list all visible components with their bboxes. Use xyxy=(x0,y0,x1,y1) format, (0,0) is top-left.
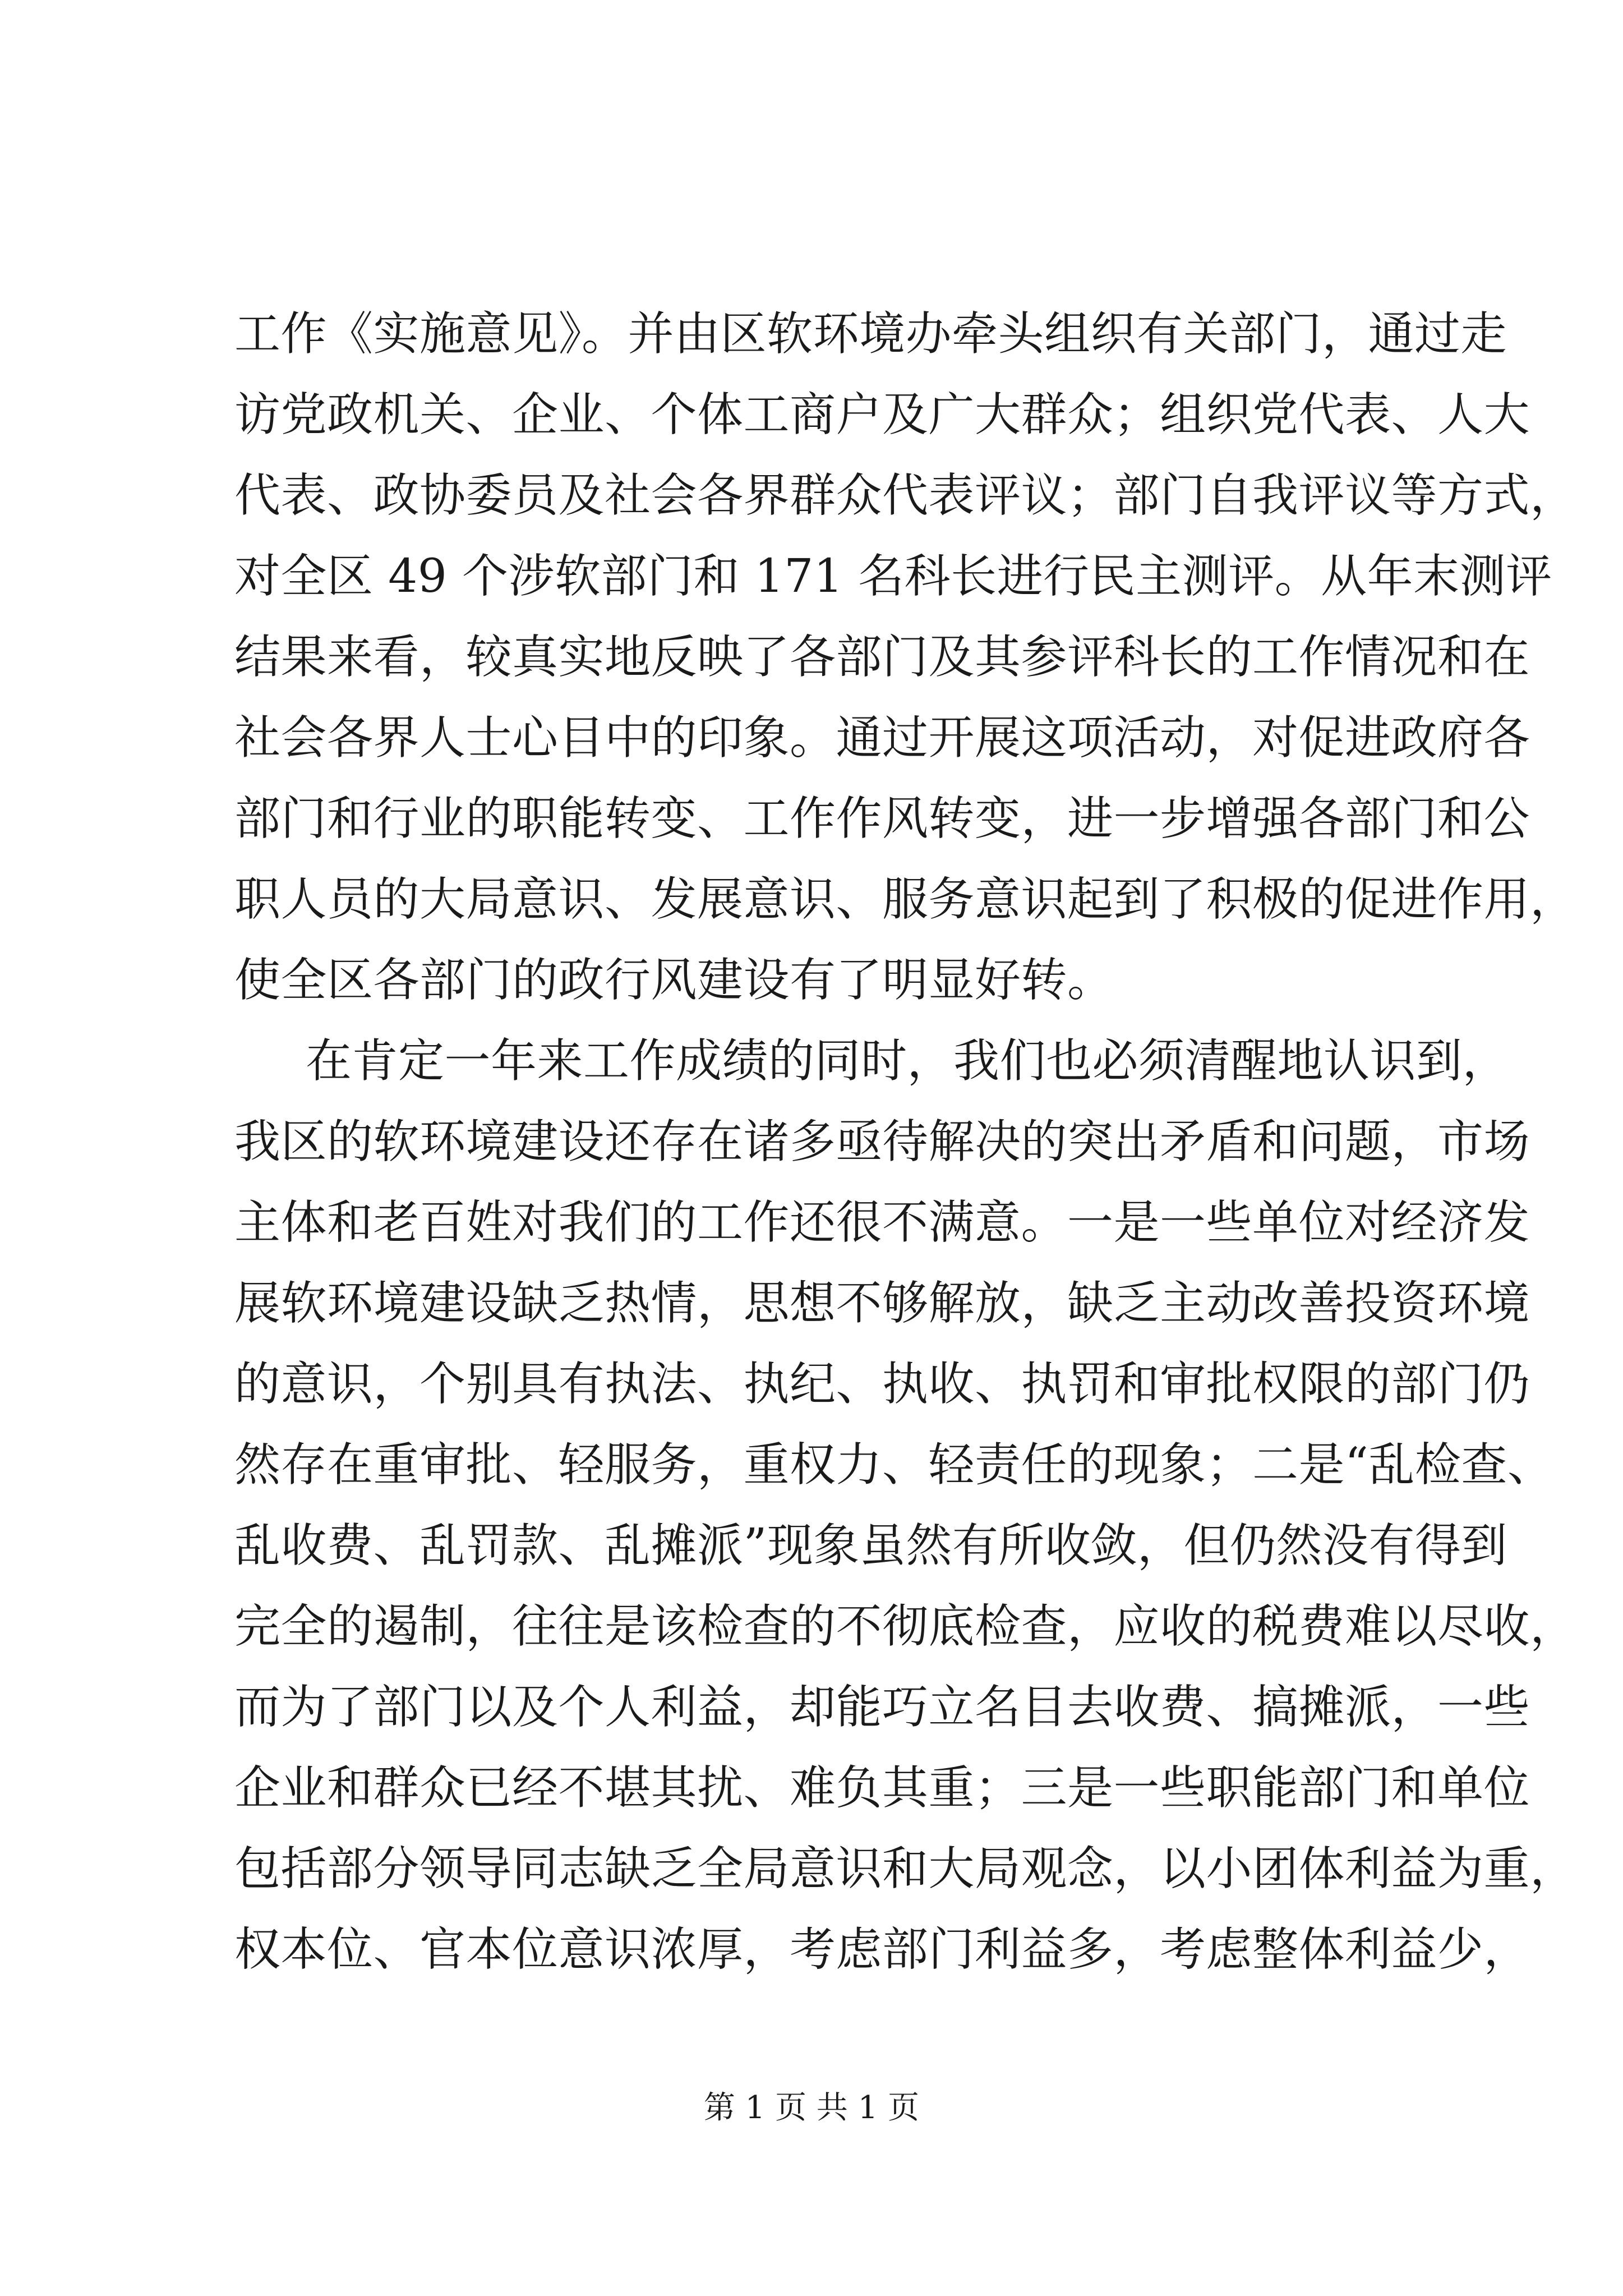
paragraph-1-line-9: 使全区各部门的政行风建设有了明显好转。 xyxy=(234,954,1114,1007)
paragraph-1-line-7: 部门和行业的职能转变、工作作风转变，进一步增强各部门和公 xyxy=(234,792,1530,845)
paragraph-1-line-2: 访党政机关、企业、个体工商户及广大群众；组织党代表、人大 xyxy=(234,388,1530,441)
paragraph-2-line-7: 乱收费、乱罚款、乱摊派”现象虽然有所收敛，但仍然没有得到 xyxy=(234,1519,1507,1572)
paragraph-2-line-4: 展软环境建设缺乏热情，思想不够解放，缺乏主动改善投资环境 xyxy=(234,1277,1530,1330)
paragraph-1-line-6: 社会各界人士心目中的印象。通过开展这项活动，对促进政府各 xyxy=(234,711,1530,765)
paragraph-2-line-10: 企业和群众已经不堪其扰、难负其重；三是一些职能部门和单位 xyxy=(234,1761,1530,1815)
paragraph-2-line-6: 然存在重审批、轻服务，重权力、轻责任的现象；二是“乱检查、 xyxy=(234,1438,1554,1492)
paragraph-2-line-2: 我区的软环境建设还存在诸多亟待解决的突出矛盾和问题，市场 xyxy=(234,1115,1530,1168)
paragraph-1-line-5: 结果来看，较真实地反映了各部门及其参评科长的工作情况和在 xyxy=(234,631,1530,684)
paragraph-2-line-11: 包括部分领导同志缺乏全局意识和大局观念，以小团体利益为重， xyxy=(234,1842,1576,1895)
paragraph-1-line-3: 代表、政协委员及社会各界群众代表评议；部门自我评议等方式， xyxy=(234,469,1576,522)
paragraph-1-line-1: 工作《实施意见》。并由区软环境办牵头组织有关部门，通过走 xyxy=(234,307,1507,361)
paragraph-2-line-5: 的意识，个别具有执法、执纪、执收、执罚和审批权限的部门仍 xyxy=(234,1358,1530,1411)
paragraph-2-line-3: 主体和老百姓对我们的工作还很不满意。一是一些单位对经济发 xyxy=(234,1196,1530,1249)
paragraph-2-line-1: 在肯定一年来工作成绩的同时，我们也必须清醒地认识到， xyxy=(306,1034,1509,1088)
page-number-footer: 第 1 页 共 1 页 xyxy=(703,2090,920,2126)
paragraph-1-line-8: 职人员的大局意识、发展意识、服务意识起到了积极的促进作用， xyxy=(234,873,1576,926)
paragraph-2-line-9: 而为了部门以及个人利益，却能巧立名目去收费、搞摊派，一些 xyxy=(234,1681,1530,1734)
paragraph-2-line-12: 权本位、官本位意识浓厚，考虑部门利益多，考虑整体利益少， xyxy=(234,1923,1530,1976)
paragraph-1-line-4: 对全区 49 个涉软部门和 171 名科长进行民主测评。从年末测评 xyxy=(234,550,1552,603)
paragraph-2-line-8: 完全的遏制，往往是该检查的不彻底检查，应收的税费难以尽收， xyxy=(234,1600,1576,1653)
